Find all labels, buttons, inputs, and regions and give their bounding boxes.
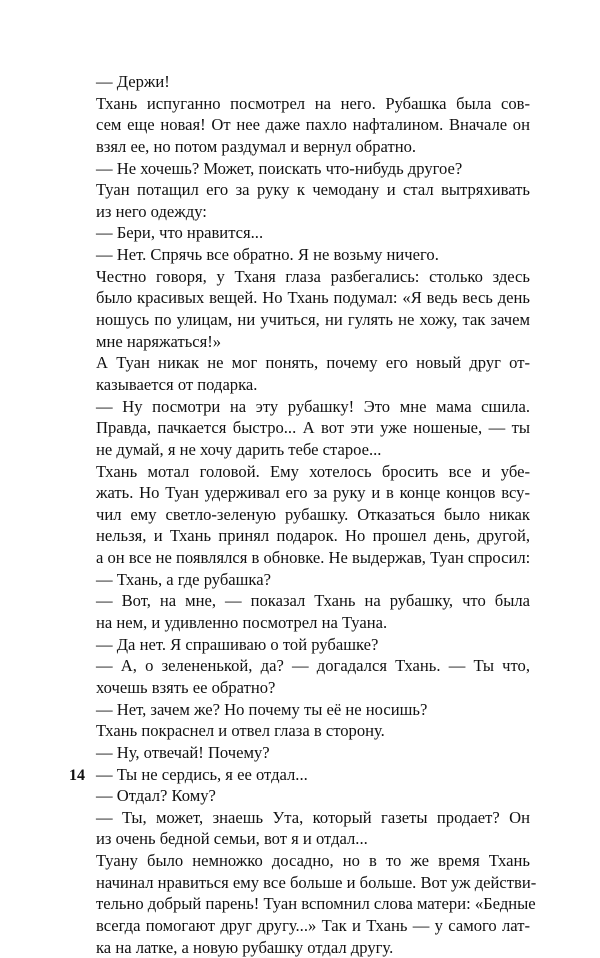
text-line: А Туан никак не мог понять, почему его новый друг от- [96, 353, 530, 373]
text-line: Честно говоря, у Тханя глаза разбегались: столько здесь [96, 266, 530, 286]
text-line: — Вот, на мне, — показал Тхань на рубашку, что была [96, 591, 530, 611]
text-line: Тхань мотал головой. Ему хотелось бросить все и убе- [96, 461, 530, 481]
text-line: всегда помогают друг другу...» Так и Тхань — у самого лат- [96, 915, 530, 935]
text-line: — Ты, может, знаешь Ута, который газеты продает? Он [96, 807, 530, 827]
text-line: — Не хочешь? Может, поискать что-нибудь другое? [96, 158, 463, 178]
text-line: ка на латке, а новую рубашку отдал другу. [96, 937, 394, 957]
text-line: Правда, пачкается быстро... А вот эти уже ношеные, — ты [96, 418, 530, 438]
text-line: — Ну посмотри на эту рубашку! Это мне мама сшила. [96, 396, 530, 416]
text-line: казывается от подарка. [96, 374, 258, 394]
text-line: — Держи! [96, 72, 170, 91]
text-line: — Нет, зачем же? Но почему ты её не носишь? [96, 699, 428, 719]
text-line: сем еще новая! От нее даже пахло нафталином. Вначале он [96, 115, 530, 135]
text-line: жать. Но Туан удерживал его за руку и в конце концов всу- [96, 483, 530, 503]
text-line: Туан потащил его за руку к чемодану и стал вытряхивать [96, 180, 530, 200]
text-line: Туану было немножко досадно, но в то же время Тхань [96, 851, 530, 871]
text-line: — Ты не сердись, я ее отдал... [96, 764, 308, 784]
text-line: ношусь по улицам, ни учиться, ни гулять не хожу, так зачем [96, 310, 530, 330]
text-line: Тхань покраснел и отвел глаза в сторону. [96, 721, 385, 741]
body-text [96, 71, 537, 958]
text-line: — Тхань, а где рубашка? [96, 569, 271, 589]
text-line: на нем, и удивленно посмотрел на Туана. [96, 613, 388, 633]
page-number: 14 [69, 767, 85, 784]
text-line: было красивых вещей. Но Тхань подумал: «Я ведь весь день [96, 288, 530, 308]
text-line: — Отдал? Кому? [96, 786, 216, 806]
text-line: из него одежду: [96, 201, 207, 221]
text-line: мне наряжаться!» [96, 331, 222, 351]
text-line: начинал нравиться ему все больше и больше. Вот уж действи- [96, 872, 537, 892]
text-line: хочешь взять ее обратно? [96, 677, 276, 697]
text-line: не думай, я не хочу дарить тебе старое... [96, 439, 382, 459]
text-line: чил ему светло-зеленую рубашку. Отказаться было никак [96, 504, 530, 524]
text-line: тельно добрый парень! Туан вспомнил слова матери: «Бедные [96, 894, 536, 914]
text-line: взял ее, но потом раздумал и вернул обратно. [96, 136, 417, 156]
text-line: — Да нет. Я спрашиваю о той рубашке? [96, 634, 379, 654]
text-line: — Нет. Спрячь все обратно. Я не возьму ничего. [96, 245, 439, 265]
text-line: нельзя, и Тхань принял подарок. Но прошел день, другой, [96, 526, 530, 546]
text-line: — Ну, отвечай! Почему? [96, 742, 270, 762]
text-line: — Бери, что нравится... [96, 223, 264, 243]
text-line: — А, о зелененькой, да? — догадался Тхань. — Ты что, [96, 656, 530, 676]
text-line: из очень бедной семьи, вот я и отдал... [96, 829, 368, 849]
text-line: Тхань испуганно посмотрел на него. Рубашка была сов- [96, 93, 530, 113]
text-line: а он все не появлялся в обновке. Не выдержав, Туан спросил: [96, 548, 531, 568]
